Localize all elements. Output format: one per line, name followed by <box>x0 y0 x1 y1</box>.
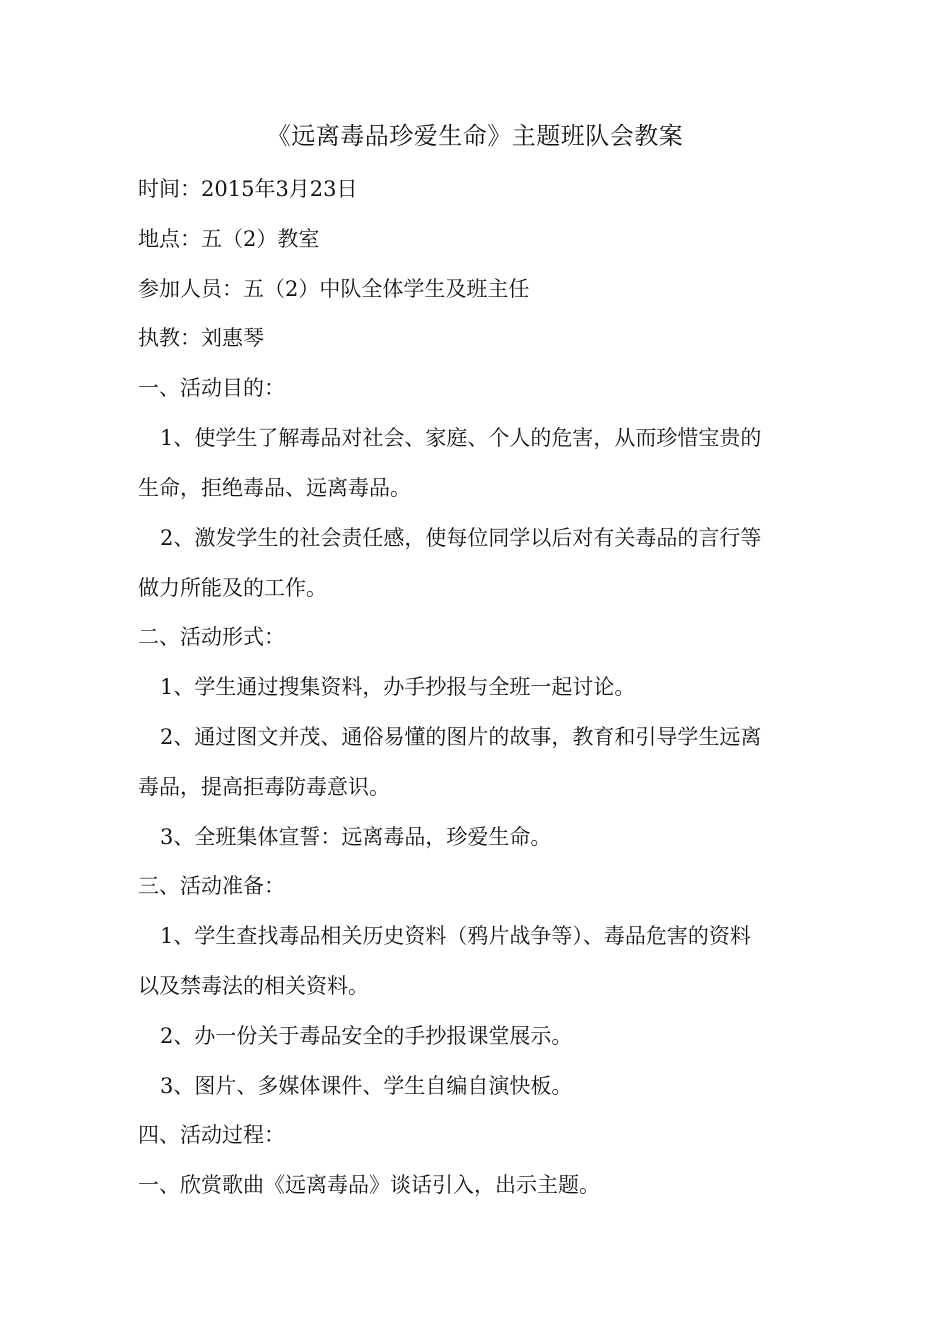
document-title: 《远离毒品珍爱生命》主题班队会教案 <box>266 122 684 150</box>
paragraph-line: 做力所能及的工作。 <box>138 576 327 600</box>
info-time: 时间：2015年3月23日 <box>138 177 358 201</box>
section-heading-goals: 一、活动目的： <box>138 376 285 400</box>
info-location: 地点：五（2）教室 <box>138 227 320 251</box>
paragraph-line: 生命，拒绝毒品、远离毒品。 <box>138 476 411 500</box>
paragraph-line: 毒品，提高拒毒防毒意识。 <box>138 775 390 799</box>
paragraph-line: 以及禁毒法的相关资料。 <box>138 974 369 998</box>
section-heading-format: 二、活动形式： <box>138 625 285 649</box>
paragraph-line: 3、图片、多媒体课件、学生自编自演快板。 <box>160 1074 573 1098</box>
info-participants: 参加人员：五（2）中队全体学生及班主任 <box>138 277 530 301</box>
paragraph-line: 1、使学生了解毒品对社会、家庭、个人的危害，从而珍惜宝贵的 <box>160 426 762 450</box>
paragraph-line: 1、学生查找毒品相关历史资料（鸦片战争等）、毒品危害的资料 <box>160 924 751 948</box>
paragraph-line: 2、激发学生的社会责任感，使每位同学以后对有关毒品的言行等 <box>160 526 762 550</box>
info-teacher: 执教：刘惠琴 <box>138 326 264 350</box>
paragraph-line: 3、全班集体宣誓：远离毒品，珍爱生命。 <box>160 825 552 849</box>
paragraph-line: 一、欣赏歌曲《远离毒品》谈话引入，出示主题。 <box>138 1173 600 1197</box>
paragraph-line: 1、学生通过搜集资料，办手抄报与全班一起讨论。 <box>160 675 636 699</box>
paragraph-line: 2、办一份关于毒品安全的手抄报课堂展示。 <box>160 1024 573 1048</box>
section-heading-process: 四、活动过程： <box>138 1123 285 1147</box>
section-heading-preparation: 三、活动准备： <box>138 874 285 898</box>
paragraph-line: 2、通过图文并茂、通俗易懂的图片的故事，教育和引导学生远离 <box>160 725 762 749</box>
